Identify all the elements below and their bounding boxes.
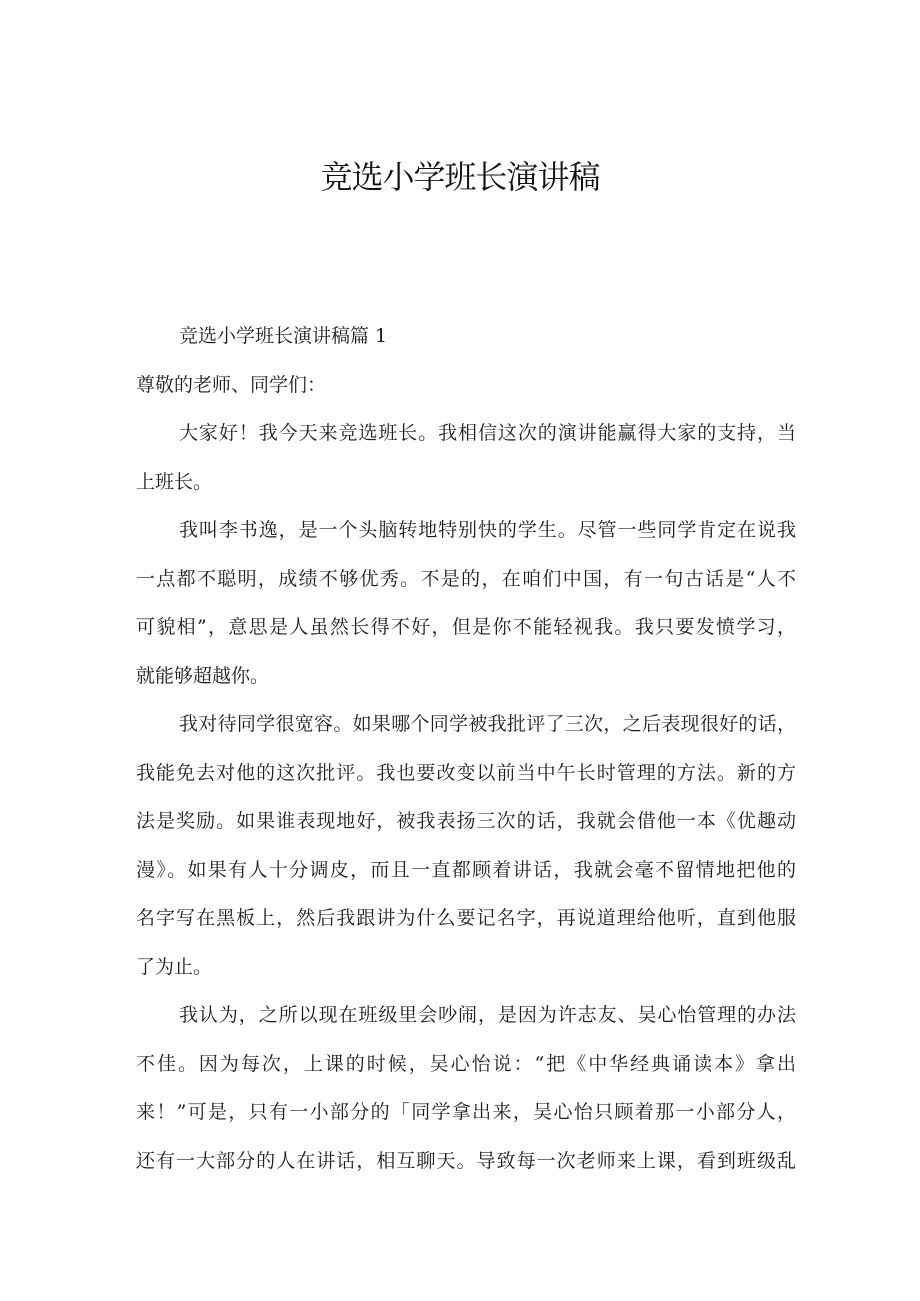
- document-body: [136, 312, 796, 1185]
- salutation: 尊敬的老师、同学们：: [136, 373, 327, 396]
- paragraph-line: 就能够超越你。: [136, 664, 270, 687]
- paragraph-line: 我认为，之所以现在班级里会吵闹，是因为许志友、吴心怡管理的办法: [179, 1004, 796, 1026]
- paragraph-line: 漫》。如果有人十分调皮，而且一直都顾着讲话，我就会毫不留情地把他的: [136, 858, 796, 881]
- paragraph-line: 了为止。: [136, 955, 213, 978]
- paragraph-line: 大家好！我今天来竞选班长。我相信这次的演讲能赢得大家的支持，当: [179, 422, 796, 444]
- paragraph-line: 来！”可是，只有一小部分的「同学拿出来，吴心怡只顾着那一小部分人，: [136, 1101, 796, 1123]
- paragraph-line: 可貌相”，意思是人虽然长得不好，但是你不能轻视我。我只要发愤学习，: [136, 616, 796, 638]
- paragraph-line: 上班长。: [136, 470, 213, 493]
- paragraph-line: 不佳。因为每次，上课的时候，吴心怡说：“把《中华经典诵读本》拿出: [136, 1052, 796, 1075]
- paragraph-line: 还有一大部分的人在讲话，相互聊天。导致每一次老师来上课，看到班级乱: [136, 1149, 796, 1172]
- paragraph-line: 我能免去对他的这次批评。我也要改变以前当中午长时管理的方法。新的方: [136, 761, 796, 784]
- paragraph-1: [136, 409, 796, 506]
- paragraph-line: 我叫李书逸，是一个头脑转地特别快的学生。尽管一些同学肯定在说我: [179, 519, 796, 541]
- paragraph-line: 一点都不聪明，成绩不够优秀。不是的，在咱们中国，有一句古话是“人不: [136, 567, 796, 590]
- paragraph-4: [136, 991, 796, 1185]
- paragraph-line: 我对待同学很宽容。如果哪个同学被我批评了三次，之后表现很好的话，: [179, 713, 796, 735]
- paragraph-line: 法是奖励。如果谁表现地好，被我表扬三次的话，我就会借他一本《优趣动: [136, 810, 796, 832]
- paragraph-2: [136, 506, 796, 700]
- section-heading: 竞选小学班长演讲稿篇 1: [179, 325, 388, 347]
- paragraph-line: 名字写在黑板上，然后我跟讲为什么要记名字，再说道理给他听，直到他服: [136, 907, 796, 929]
- paragraph-3: [136, 700, 796, 991]
- document-title: 竞选小学班长演讲稿: [320, 158, 600, 196]
